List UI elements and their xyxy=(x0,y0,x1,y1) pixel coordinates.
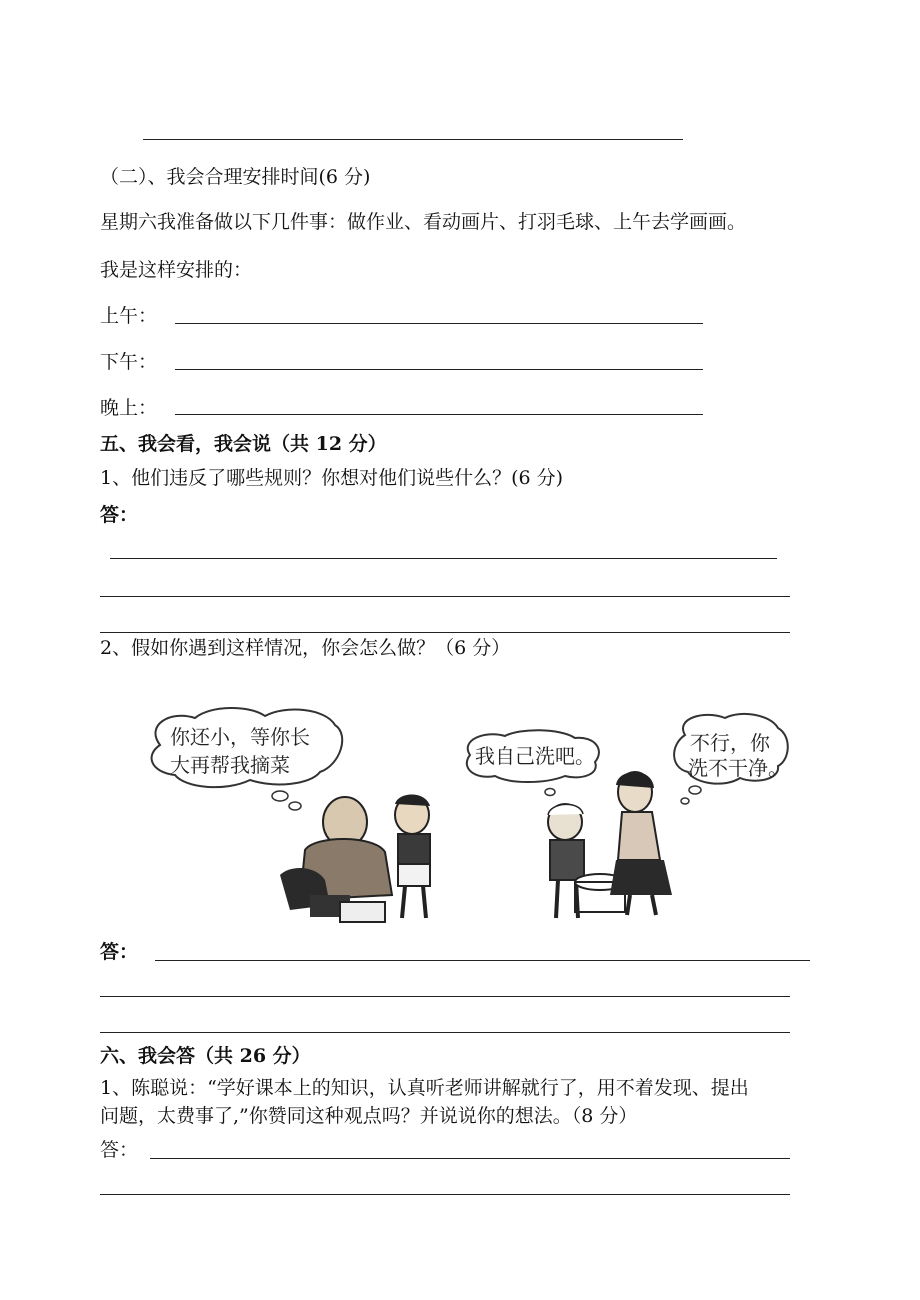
section5-q1: 1、他们违反了哪些规则？你想对他们说些什么？(6 分) xyxy=(100,467,564,489)
time-prompt: 我是这样安排的： xyxy=(100,259,253,281)
evening-answer-line[interactable] xyxy=(175,414,703,415)
section6-q1-line2: 问题，太费事了,”你赞同这种观点吗？并说说你的想法。（8 分） xyxy=(100,1105,638,1127)
section6-answer-line-1[interactable] xyxy=(150,1158,790,1159)
q1-answer-line-3[interactable] xyxy=(100,632,790,633)
answer-label-q2: 答： xyxy=(100,941,139,963)
section5-heading: 五、我会看，我会说（共 12 分） xyxy=(100,433,387,455)
bubble-mother-line2: 洗不干净。 xyxy=(688,756,788,780)
illustration xyxy=(140,700,800,935)
speech-bubble-mother xyxy=(674,714,788,804)
bubble-grandpa-line2: 大再帮我摘菜 xyxy=(170,753,290,777)
q1-answer-line-1[interactable] xyxy=(110,558,777,559)
section5-q2: 2、假如你遇到这样情况，你会怎么做？（6 分） xyxy=(100,637,511,659)
section6-answer-line-2[interactable] xyxy=(100,1194,790,1195)
bubble-child-text: 我自己洗吧。 xyxy=(475,744,595,768)
q2-answer-line-3[interactable] xyxy=(100,1032,790,1033)
speech-bubble-grandpa xyxy=(152,708,343,810)
answer-line xyxy=(143,139,683,140)
answer-label-q1: 答： xyxy=(100,504,139,526)
boy-figure xyxy=(395,795,430,919)
morning-answer-line[interactable] xyxy=(175,323,703,324)
section6-q1-line1: 1、陈聪说：“学好课本上的知识，认真听老师讲解就行了，用不着发现、提出 xyxy=(100,1077,749,1099)
bubble-mother-line1: 不行，你 xyxy=(690,731,770,755)
child-figure xyxy=(548,804,625,918)
afternoon-label: 下午： xyxy=(100,351,158,373)
afternoon-answer-line[interactable] xyxy=(175,369,703,370)
section-heading-time: （二）、我会合理安排时间(6 分) xyxy=(100,166,371,188)
q2-answer-line-1[interactable] xyxy=(155,960,810,961)
mother-figure xyxy=(610,772,672,915)
bubble-grandpa-line1: 你还小，等你长 xyxy=(170,725,310,749)
section6-answer-label: 答： xyxy=(100,1139,139,1161)
morning-label: 上午： xyxy=(100,305,158,327)
q2-answer-line-2[interactable] xyxy=(100,996,790,997)
section6-heading: 六、我会答（共 26 分） xyxy=(100,1045,311,1067)
time-intro: 星期六我准备做以下几件事：做作业、看动画片、打羽毛球、上午去学画画。 xyxy=(100,211,747,233)
grandpa-figure xyxy=(280,797,392,922)
q1-answer-line-2[interactable] xyxy=(100,596,790,597)
speech-bubble-child xyxy=(467,730,599,795)
evening-label: 晚上： xyxy=(100,397,158,419)
